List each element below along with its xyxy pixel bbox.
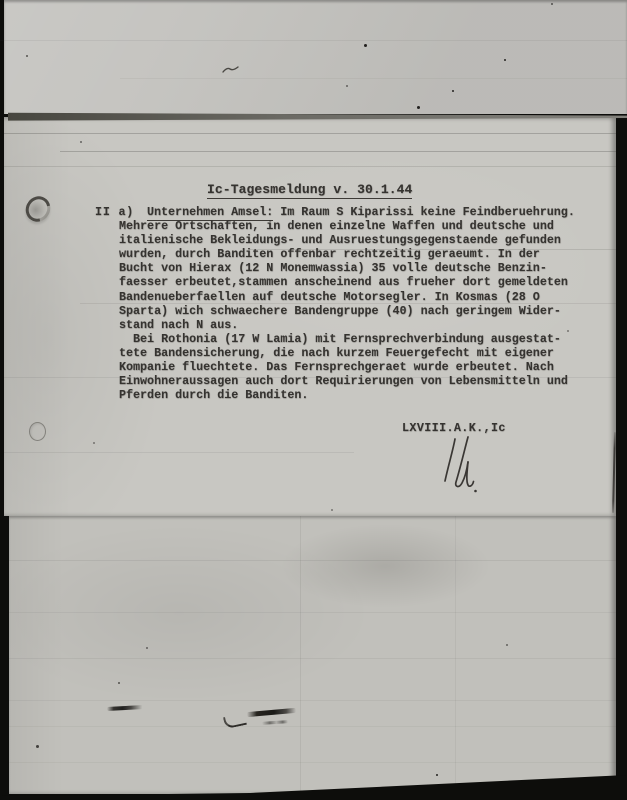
section-label: II a): [95, 205, 135, 219]
paragraph-first-line: [147, 205, 575, 219]
scan-speck: [93, 442, 95, 444]
paper-crease: [9, 612, 616, 613]
document-title: Ic-Tagesmeldung v. 30.1.44: [207, 182, 413, 197]
report-body-text: Mehrere Ortschaften, in denen einzelne Waffen und deutsche und italienische Bekleidungs- und Ausruestungsgegenstaende gefunden wurden, durch Banditen offenbar rechtzeitig geraeumt. In der Bucht von Hierax (12 N Monemwassia) 35 volle deutsche Benzin- faesser erbeutet,stammen anscheinend aus frueher dort gemeldeten Bandenueberfaellen auf deutsche Motorsegler. In Kosmas (28 O Sparta) wich schwaechere Bandengruppe (40) nach geringem Wider- stand nach N aus. Bei Rothonia (17 W Lamia) mit Fernsprechverbindung ausgestat- tete Bandensicherung, die nach kurzem Feuergefecht mit eigener Kompanie fluechtete. Das Fernsprechgeraet wurde erbeutet. Nach Einwohneraussagen auch dort Requirierungen von Lebensmitteln und Pferden durch die Banditen.: [119, 219, 568, 402]
paper-crease: [455, 516, 456, 792]
paper-sheet-underneath: [9, 516, 616, 794]
scan-speck: [118, 682, 120, 684]
paper-crease: [9, 560, 616, 561]
paper-crease: [4, 452, 354, 453]
scan-speck: [146, 647, 148, 649]
paper-crease: [60, 151, 616, 152]
scan-speck: [364, 44, 367, 47]
scan-speck: [504, 59, 506, 61]
paper-crease: [0, 40, 627, 41]
scan-speck: [26, 55, 28, 57]
scan-speck: [331, 509, 333, 511]
punch-hole: [29, 422, 46, 441]
paper-crease: [120, 78, 627, 79]
paper-crease: [9, 762, 616, 763]
scan-speck: [80, 141, 82, 143]
paper-crease: [300, 516, 301, 792]
paper-crease: [9, 700, 616, 701]
scan-speck: [452, 90, 454, 92]
paper-crease: [9, 726, 616, 727]
paper-crease: [4, 166, 616, 167]
paper-sheet-top: [4, 0, 627, 114]
paper-crease: [9, 658, 616, 659]
paper-crease: [4, 133, 616, 134]
scan-speck: [36, 745, 39, 748]
handwritten-signature: [439, 436, 485, 494]
scan-speck: [551, 3, 553, 5]
scan-speck: [506, 644, 508, 646]
scan-speck: [346, 85, 348, 87]
scan-speck: [567, 330, 569, 332]
scan-speck: [417, 106, 420, 109]
pen-squiggle-mark: [222, 64, 240, 74]
paragraph-first-line-rest: Im Raum S Kiparissi keine Feindberuehrung.: [273, 205, 575, 219]
signature-unit-designation: LXVIII.A.K.,Ic: [402, 421, 506, 435]
operation-name: Unternehmen Amsel:: [147, 205, 274, 219]
scan-speck: [436, 774, 438, 776]
